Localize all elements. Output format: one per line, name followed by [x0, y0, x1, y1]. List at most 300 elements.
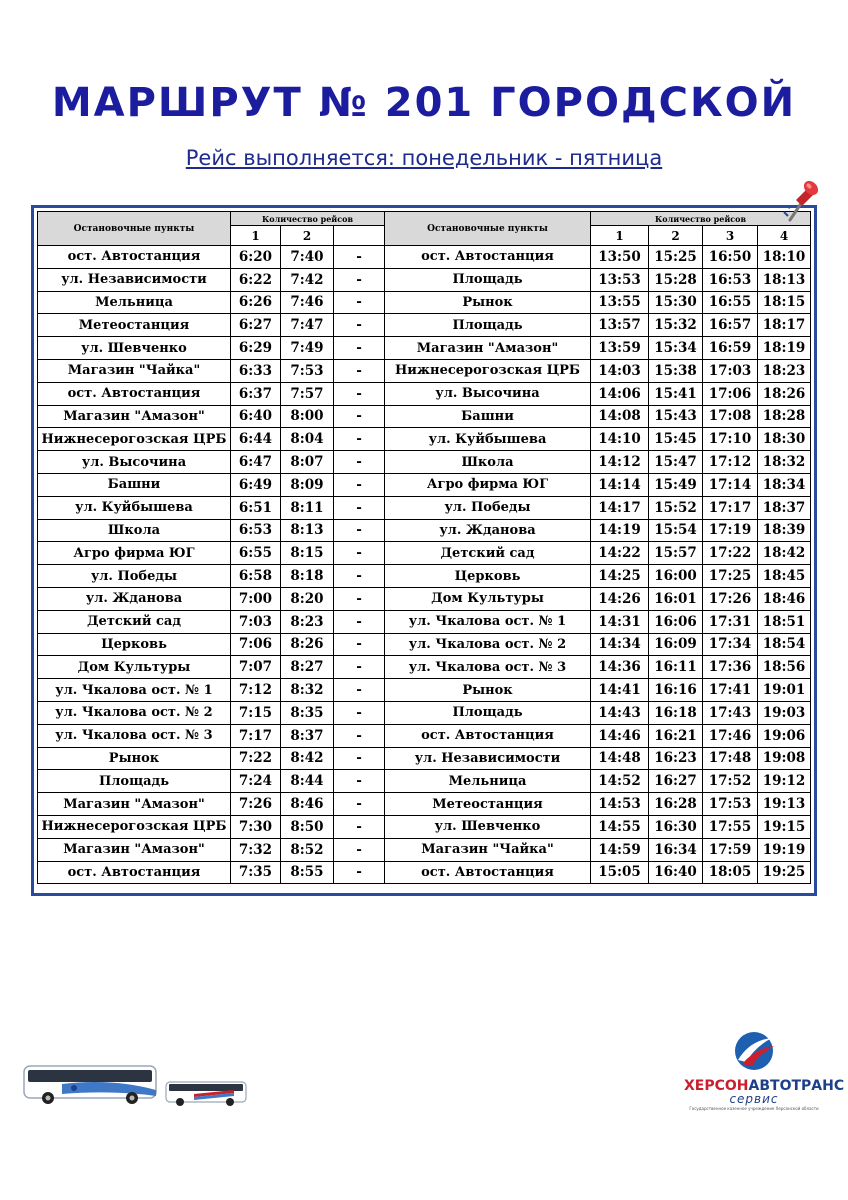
right-trip-1-time: 14:55 — [591, 815, 649, 838]
right-trip-1-time: 14:53 — [591, 793, 649, 816]
left-trip-1-time: 7:17 — [231, 724, 281, 747]
right-trip-3-time: 17:46 — [703, 724, 758, 747]
stop-right: ул. Жданова — [385, 519, 591, 542]
stop-left: ул. Шевченко — [38, 337, 231, 360]
left-trip-1-time: 7:06 — [231, 633, 281, 656]
right-trip-1-time: 14:46 — [591, 724, 649, 747]
right-trip-4-time: 18:13 — [758, 268, 811, 291]
right-trip-2-time: 16:16 — [649, 679, 703, 702]
right-trip-2-time: 15:54 — [649, 519, 703, 542]
company-name: ХЕРСОНАВТОТРАНС — [684, 1078, 845, 1094]
right-trip-3-time: 16:55 — [703, 291, 758, 314]
right-trip-3-time: 17:36 — [703, 656, 758, 679]
left-trip-1-time: 6:55 — [231, 542, 281, 565]
right-trip-3-time: 17:52 — [703, 770, 758, 793]
right-trip-2-time: 15:34 — [649, 337, 703, 360]
right-trip-1-time: 14:36 — [591, 656, 649, 679]
left-trips-count-header: Количество рейсов — [231, 212, 385, 226]
right-trip-4-time: 18:19 — [758, 337, 811, 360]
left-trip-1-time: 7:35 — [231, 861, 281, 884]
left-trip-1-time: 7:30 — [231, 815, 281, 838]
left-trip-2-time: 8:15 — [281, 542, 334, 565]
right-trip-3-time: 17:34 — [703, 633, 758, 656]
stop-right: Метеостанция — [385, 793, 591, 816]
right-trip-3-time: 16:57 — [703, 314, 758, 337]
right-trip-3-time: 17:03 — [703, 359, 758, 382]
right-trip-1-time: 14:34 — [591, 633, 649, 656]
table-row — [38, 496, 811, 519]
stop-left: ул. Независимости — [38, 268, 231, 291]
left-trip-2-time: 8:23 — [281, 610, 334, 633]
right-trip-4-time: 18:39 — [758, 519, 811, 542]
left-trip-3-time: - — [334, 428, 385, 451]
table-row — [38, 587, 811, 610]
stop-right: Нижнесерогозская ЦРБ — [385, 359, 591, 382]
left-trip-2-time: 7:40 — [281, 246, 334, 269]
stop-right: Дом Культуры — [385, 587, 591, 610]
right-trip-1-time: 14:10 — [591, 428, 649, 451]
table-row — [38, 268, 811, 291]
left-trip-1-time: 6:44 — [231, 428, 281, 451]
left-trip-1-time: 6:58 — [231, 565, 281, 588]
table-row — [38, 724, 811, 747]
right-trip-4-time: 19:13 — [758, 793, 811, 816]
table-row — [38, 314, 811, 337]
right-trip-4-time: 18:23 — [758, 359, 811, 382]
left-trip-number: 1 — [231, 226, 281, 246]
right-trip-3-time: 17:41 — [703, 679, 758, 702]
stop-left: Нижнесерогозская ЦРБ — [38, 815, 231, 838]
right-trip-3-time: 17:43 — [703, 701, 758, 724]
stop-right: Магазин "Чайка" — [385, 838, 591, 861]
stop-left: Башни — [38, 473, 231, 496]
left-trip-3-time: - — [334, 496, 385, 519]
right-trip-3-time: 17:10 — [703, 428, 758, 451]
stop-left: Рынок — [38, 747, 231, 770]
right-trip-2-time: 15:43 — [649, 405, 703, 428]
stop-left: Магазин "Амазон" — [38, 838, 231, 861]
stop-right: ул. Куйбышева — [385, 428, 591, 451]
left-trip-1-time: 6:37 — [231, 382, 281, 405]
left-trip-3-time: - — [334, 587, 385, 610]
stop-left: Магазин "Амазон" — [38, 405, 231, 428]
right-trip-4-time: 18:46 — [758, 587, 811, 610]
right-trip-3-time: 17:55 — [703, 815, 758, 838]
left-trip-3-time: - — [334, 838, 385, 861]
left-trip-2-time: 8:20 — [281, 587, 334, 610]
right-trip-3-time: 17:17 — [703, 496, 758, 519]
left-trip-1-time: 6:47 — [231, 451, 281, 474]
right-trip-4-time: 18:34 — [758, 473, 811, 496]
left-trip-1-time: 7:15 — [231, 701, 281, 724]
right-trip-4-time: 18:32 — [758, 451, 811, 474]
left-trip-2-time: 8:27 — [281, 656, 334, 679]
right-trip-2-time: 16:06 — [649, 610, 703, 633]
right-trip-1-time: 13:59 — [591, 337, 649, 360]
table-row — [38, 382, 811, 405]
right-trip-4-time: 19:08 — [758, 747, 811, 770]
table-row — [38, 428, 811, 451]
left-trip-3-time: - — [334, 519, 385, 542]
left-trip-3-time: - — [334, 337, 385, 360]
right-trip-1-time: 14:43 — [591, 701, 649, 724]
right-trip-1-time: 14:22 — [591, 542, 649, 565]
table-row — [38, 473, 811, 496]
stop-left: Магазин "Чайка" — [38, 359, 231, 382]
table-row — [38, 451, 811, 474]
right-trip-2-time: 16:01 — [649, 587, 703, 610]
right-trip-4-time: 19:01 — [758, 679, 811, 702]
table-row — [38, 656, 811, 679]
stop-right: ост. Автостанция — [385, 724, 591, 747]
left-trip-1-time: 6:51 — [231, 496, 281, 519]
right-trip-1-time: 14:41 — [591, 679, 649, 702]
right-trip-4-time: 19:19 — [758, 838, 811, 861]
right-trip-1-time: 13:53 — [591, 268, 649, 291]
right-trip-3-time: 17:53 — [703, 793, 758, 816]
left-trip-3-time: - — [334, 473, 385, 496]
right-trip-1-time: 13:55 — [591, 291, 649, 314]
right-trip-1-time: 14:52 — [591, 770, 649, 793]
right-stops-header: Остановочные пункты — [385, 212, 591, 246]
left-trip-2-time: 8:00 — [281, 405, 334, 428]
table-row — [38, 359, 811, 382]
right-trip-4-time: 18:51 — [758, 610, 811, 633]
left-trip-2-time: 8:35 — [281, 701, 334, 724]
right-trip-2-time: 15:28 — [649, 268, 703, 291]
right-trip-1-time: 14:59 — [591, 838, 649, 861]
schedule-table — [37, 211, 811, 884]
right-trip-1-time: 14:12 — [591, 451, 649, 474]
stop-left: ул. Куйбышева — [38, 496, 231, 519]
right-trip-2-time: 16:34 — [649, 838, 703, 861]
left-trip-3-time: - — [334, 793, 385, 816]
table-row — [38, 747, 811, 770]
right-trip-1-time: 13:57 — [591, 314, 649, 337]
left-trip-2-time: 8:09 — [281, 473, 334, 496]
left-trip-2-time: 8:26 — [281, 633, 334, 656]
left-trip-2-time: 7:49 — [281, 337, 334, 360]
right-trip-2-time: 16:09 — [649, 633, 703, 656]
stop-left: Мельница — [38, 291, 231, 314]
table-row — [38, 770, 811, 793]
left-stops-header: Остановочные пункты — [38, 212, 231, 246]
left-trip-2-time: 8:04 — [281, 428, 334, 451]
left-trip-1-time: 7:22 — [231, 747, 281, 770]
right-trip-number: 3 — [703, 226, 758, 246]
left-trip-3-time: - — [334, 679, 385, 702]
stop-left: ул. Чкалова ост. № 3 — [38, 724, 231, 747]
stop-right: Площадь — [385, 314, 591, 337]
stop-right: ост. Автостанция — [385, 861, 591, 884]
stop-right: ул. Шевченко — [385, 815, 591, 838]
left-trip-1-time: 6:29 — [231, 337, 281, 360]
left-trip-3-time: - — [334, 382, 385, 405]
bus-image-small — [164, 1078, 250, 1108]
left-trip-2-time: 8:42 — [281, 747, 334, 770]
stop-left: Площадь — [38, 770, 231, 793]
right-trip-2-time: 15:30 — [649, 291, 703, 314]
stop-left: ост. Автостанция — [38, 246, 231, 269]
left-trip-3-time: - — [334, 246, 385, 269]
right-trip-4-time: 18:28 — [758, 405, 811, 428]
table-row — [38, 838, 811, 861]
right-trip-2-time: 16:28 — [649, 793, 703, 816]
stop-left: ул. Чкалова ост. № 2 — [38, 701, 231, 724]
left-trip-1-time: 6:49 — [231, 473, 281, 496]
table-row — [38, 815, 811, 838]
left-trip-3-time: - — [334, 565, 385, 588]
left-trip-2-time: 8:44 — [281, 770, 334, 793]
stop-left: Дом Культуры — [38, 656, 231, 679]
right-trip-3-time: 16:50 — [703, 246, 758, 269]
stop-right: Детский сад — [385, 542, 591, 565]
bus-image — [22, 1060, 160, 1106]
table-row — [38, 519, 811, 542]
left-trip-1-time: 7:03 — [231, 610, 281, 633]
right-trip-2-time: 16:18 — [649, 701, 703, 724]
right-trip-3-time: 16:59 — [703, 337, 758, 360]
right-trip-4-time: 19:25 — [758, 861, 811, 884]
left-trip-number — [334, 226, 385, 246]
right-trip-3-time: 17:26 — [703, 587, 758, 610]
right-trip-4-time: 18:54 — [758, 633, 811, 656]
table-row — [38, 679, 811, 702]
right-trip-4-time: 18:30 — [758, 428, 811, 451]
right-trip-3-time: 17:25 — [703, 565, 758, 588]
right-trip-4-time: 18:42 — [758, 542, 811, 565]
left-trip-1-time: 7:07 — [231, 656, 281, 679]
left-trip-3-time: - — [334, 633, 385, 656]
stop-right: ул. Чкалова ост. № 2 — [385, 633, 591, 656]
left-trip-1-time: 6:53 — [231, 519, 281, 542]
stop-right: Магазин "Амазон" — [385, 337, 591, 360]
table-row — [38, 565, 811, 588]
left-trip-2-time: 8:32 — [281, 679, 334, 702]
left-trip-2-time: 8:52 — [281, 838, 334, 861]
right-trip-number: 2 — [649, 226, 703, 246]
right-trip-2-time: 15:57 — [649, 542, 703, 565]
right-trip-4-time: 19:12 — [758, 770, 811, 793]
left-trip-1-time: 6:27 — [231, 314, 281, 337]
right-trip-1-time: 14:26 — [591, 587, 649, 610]
left-trip-2-time: 7:53 — [281, 359, 334, 382]
left-trip-3-time: - — [334, 701, 385, 724]
left-trip-2-time: 7:47 — [281, 314, 334, 337]
right-trip-2-time: 16:00 — [649, 565, 703, 588]
right-trip-3-time: 17:22 — [703, 542, 758, 565]
right-trip-4-time: 18:37 — [758, 496, 811, 519]
table-row — [38, 291, 811, 314]
left-trip-2-time: 8:37 — [281, 724, 334, 747]
left-trip-3-time: - — [334, 268, 385, 291]
stop-right: Площадь — [385, 268, 591, 291]
stop-left: ул. Чкалова ост. № 1 — [38, 679, 231, 702]
left-trip-3-time: - — [334, 747, 385, 770]
stop-left: ост. Автостанция — [38, 861, 231, 884]
right-trip-2-time: 15:52 — [649, 496, 703, 519]
left-trip-3-time: - — [334, 291, 385, 314]
left-trip-3-time: - — [334, 861, 385, 884]
left-trip-2-time: 8:18 — [281, 565, 334, 588]
table-row — [38, 246, 811, 269]
left-trip-1-time: 6:22 — [231, 268, 281, 291]
left-trip-2-time: 8:55 — [281, 861, 334, 884]
stop-right: Башни — [385, 405, 591, 428]
stop-right: Церковь — [385, 565, 591, 588]
left-trip-1-time: 6:26 — [231, 291, 281, 314]
stop-right: Агро фирма ЮГ — [385, 473, 591, 496]
right-trip-3-time: 16:53 — [703, 268, 758, 291]
stop-right: Рынок — [385, 679, 591, 702]
right-trip-2-time: 16:27 — [649, 770, 703, 793]
right-trip-number: 1 — [591, 226, 649, 246]
right-trip-2-time: 16:21 — [649, 724, 703, 747]
right-trip-1-time: 14:25 — [591, 565, 649, 588]
right-trip-1-time: 14:08 — [591, 405, 649, 428]
right-trip-4-time: 18:15 — [758, 291, 811, 314]
left-trip-1-time: 6:40 — [231, 405, 281, 428]
table-row — [38, 701, 811, 724]
left-trip-2-time: 8:13 — [281, 519, 334, 542]
stop-right: Площадь — [385, 701, 591, 724]
stop-left: ул. Победы — [38, 565, 231, 588]
left-trip-1-time: 7:26 — [231, 793, 281, 816]
right-trip-3-time: 18:05 — [703, 861, 758, 884]
pushpin-icon — [782, 176, 822, 226]
right-trip-3-time: 17:48 — [703, 747, 758, 770]
table-row — [38, 337, 811, 360]
table-row — [38, 861, 811, 884]
schedule-body — [38, 246, 811, 884]
left-trip-3-time: - — [334, 724, 385, 747]
right-trip-3-time: 17:59 — [703, 838, 758, 861]
right-trip-1-time: 14:19 — [591, 519, 649, 542]
table-row — [38, 405, 811, 428]
stop-left: ост. Автостанция — [38, 382, 231, 405]
right-trip-3-time: 17:14 — [703, 473, 758, 496]
right-trip-2-time: 16:23 — [649, 747, 703, 770]
right-trip-2-time: 15:49 — [649, 473, 703, 496]
left-trip-2-time: 7:46 — [281, 291, 334, 314]
left-trip-number: 2 — [281, 226, 334, 246]
right-trip-4-time: 18:26 — [758, 382, 811, 405]
stop-right: ул. Победы — [385, 496, 591, 519]
left-trip-3-time: - — [334, 405, 385, 428]
stop-left: Церковь — [38, 633, 231, 656]
company-logo — [684, 1030, 845, 1111]
company-sub: сервис — [729, 1092, 779, 1106]
left-trip-3-time: - — [334, 359, 385, 382]
left-trip-3-time: - — [334, 451, 385, 474]
table-row — [38, 542, 811, 565]
table-row — [38, 610, 811, 633]
left-trip-3-time: - — [334, 542, 385, 565]
company-logo-icon — [730, 1030, 778, 1072]
right-trip-1-time: 14:17 — [591, 496, 649, 519]
left-trip-1-time: 6:20 — [231, 246, 281, 269]
right-trip-1-time: 15:05 — [591, 861, 649, 884]
right-trip-1-time: 14:31 — [591, 610, 649, 633]
right-trip-4-time: 19:15 — [758, 815, 811, 838]
right-trip-2-time: 16:11 — [649, 656, 703, 679]
left-trip-2-time: 7:57 — [281, 382, 334, 405]
stop-right: Школа — [385, 451, 591, 474]
right-trip-4-time: 19:06 — [758, 724, 811, 747]
right-trip-3-time: 17:31 — [703, 610, 758, 633]
right-trip-2-time: 15:25 — [649, 246, 703, 269]
left-trip-2-time: 8:07 — [281, 451, 334, 474]
page-title: МАРШРУТ № 201 ГОРОДСКОЙ — [51, 80, 797, 126]
stop-right: Мельница — [385, 770, 591, 793]
left-trip-2-time: 8:46 — [281, 793, 334, 816]
stop-right: ул. Высочина — [385, 382, 591, 405]
stop-left: Нижнесерогозская ЦРБ — [38, 428, 231, 451]
right-trip-2-time: 15:32 — [649, 314, 703, 337]
stop-left: ул. Высочина — [38, 451, 231, 474]
table-row — [38, 793, 811, 816]
left-trip-3-time: - — [334, 656, 385, 679]
right-trip-4-time: 18:45 — [758, 565, 811, 588]
stop-right: ул. Чкалова ост. № 1 — [385, 610, 591, 633]
right-trip-3-time: 17:06 — [703, 382, 758, 405]
stop-left: Школа — [38, 519, 231, 542]
left-trip-3-time: - — [334, 314, 385, 337]
right-trips-count-header: Количество рейсов — [591, 212, 811, 226]
left-trip-3-time: - — [334, 610, 385, 633]
left-trip-1-time: 7:32 — [231, 838, 281, 861]
left-trip-1-time: 7:00 — [231, 587, 281, 610]
right-trip-2-time: 16:40 — [649, 861, 703, 884]
table-row — [38, 633, 811, 656]
left-trip-1-time: 6:33 — [231, 359, 281, 382]
stop-right: Рынок — [385, 291, 591, 314]
right-trip-1-time: 14:48 — [591, 747, 649, 770]
right-trip-2-time: 16:30 — [649, 815, 703, 838]
right-trip-1-time: 13:50 — [591, 246, 649, 269]
left-trip-1-time: 7:12 — [231, 679, 281, 702]
right-trip-3-time: 17:19 — [703, 519, 758, 542]
right-trip-1-time: 14:14 — [591, 473, 649, 496]
left-trip-3-time: - — [334, 815, 385, 838]
stop-right: ул. Независимости — [385, 747, 591, 770]
right-trip-2-time: 15:41 — [649, 382, 703, 405]
right-trip-4-time: 19:03 — [758, 701, 811, 724]
stop-left: ул. Жданова — [38, 587, 231, 610]
right-trip-4-time: 18:17 — [758, 314, 811, 337]
left-trip-2-time: 8:11 — [281, 496, 334, 519]
stop-left: Метеостанция — [38, 314, 231, 337]
right-trip-2-time: 15:47 — [649, 451, 703, 474]
stop-right: ост. Автостанция — [385, 246, 591, 269]
company-fine-print: Государственное казенное учреждение Херсонской области — [689, 1106, 819, 1111]
right-trip-2-time: 15:45 — [649, 428, 703, 451]
right-trip-1-time: 14:06 — [591, 382, 649, 405]
left-trip-2-time: 8:50 — [281, 815, 334, 838]
right-trip-3-time: 17:12 — [703, 451, 758, 474]
stop-right: ул. Чкалова ост. № 3 — [385, 656, 591, 679]
stop-left: Магазин "Амазон" — [38, 793, 231, 816]
right-trip-3-time: 17:08 — [703, 405, 758, 428]
right-trip-number: 4 — [758, 226, 811, 246]
left-trip-2-time: 7:42 — [281, 268, 334, 291]
left-trip-3-time: - — [334, 770, 385, 793]
left-trip-1-time: 7:24 — [231, 770, 281, 793]
schedule-days-subtitle: Рейс выполняется: понедельник - пятница — [185, 146, 663, 170]
right-trip-2-time: 15:38 — [649, 359, 703, 382]
stop-left: Детский сад — [38, 610, 231, 633]
right-trip-4-time: 18:56 — [758, 656, 811, 679]
